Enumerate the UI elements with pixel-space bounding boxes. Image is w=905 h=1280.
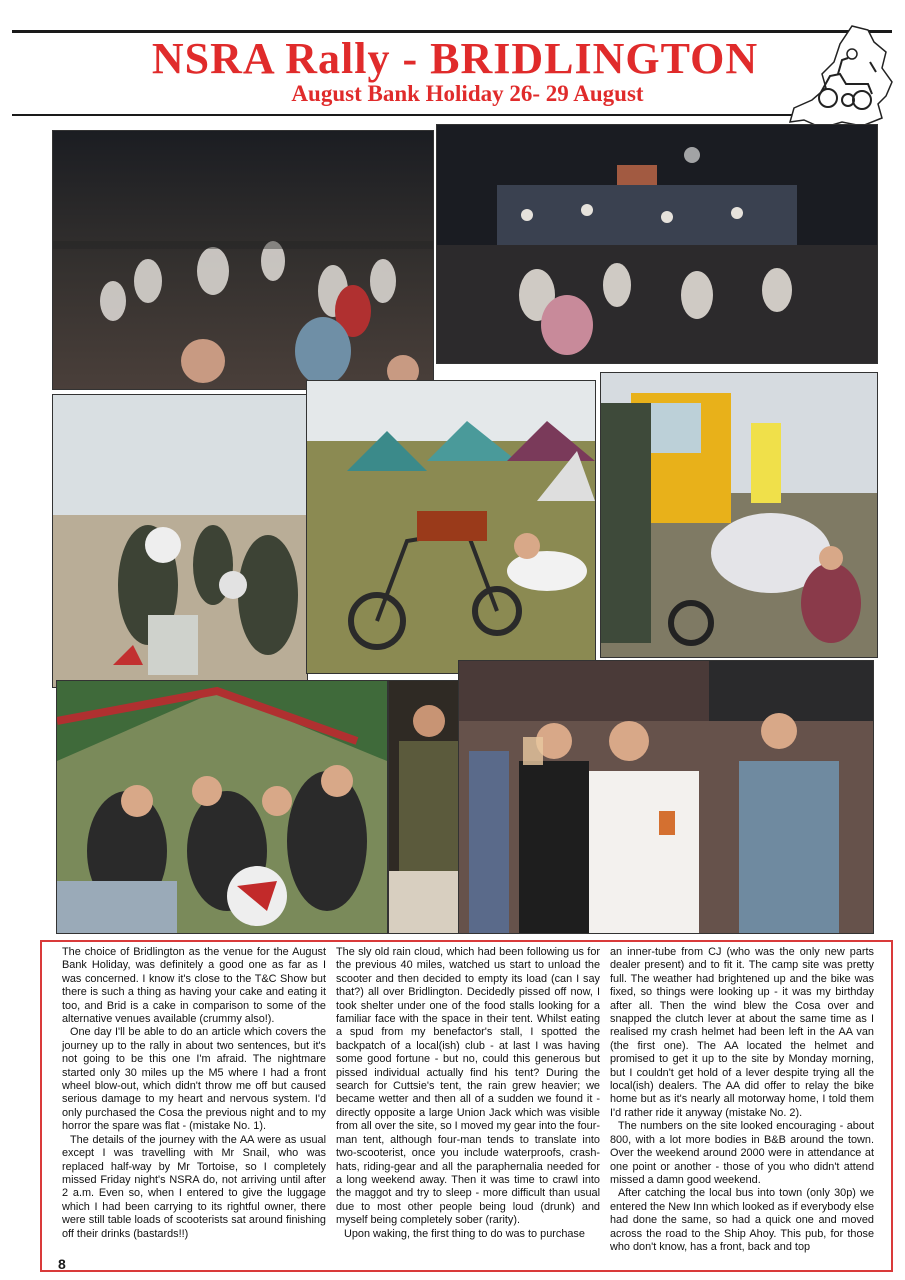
article-paragraph: One day I'll be able to do an article which covers the journey up to the rally in about two sentences, but it's not going to be this one I'm afraid. The nightmare started only 30 miles up the M5 where I had a front wheel blow-out, which didn't throw me off but caused serious damage to my heart and nervous system. I'd only purchased the Cosa the previous night and to my horror the spare was flat - (mistake No. 1).	[62, 1026, 326, 1133]
article-column-1	[62, 946, 326, 1241]
man-in-jacket-photo	[388, 680, 468, 934]
article-paragraph: The details of the journey with the AA were as usual except I was travelling with Mr Snail, who was replaced half-way by Mr Tortoise, so I completely missed Friday night's NSRA do, not arriving until after 2 a.m. Even so, when I entered to give the luggage which I had been carrying to its rightful owner, there were still table loads of scooterists sat around finishing off their drinks (bastards!!)	[62, 1133, 326, 1240]
bar-drinkers-photo	[458, 660, 874, 934]
article-paragraph: The numbers on the site looked encouraging - about 800, with a lot more bodies in B&B around the town. Over the weekend around 2000 were in attendance at one point or another - those of you who didn't attend missed a damn good weekend.	[610, 1120, 874, 1186]
page-number: 8	[58, 1256, 66, 1272]
page-title: NSRA Rally - BRIDLINGTON	[151, 34, 759, 83]
article-paragraph: Upon waking, the first thing to do was to purchase	[344, 1227, 585, 1240]
header-bottom-rule	[12, 114, 802, 116]
article-paragraph: an inner-tube from CJ (who was the only new parts dealer present) and to fit it. The camp site was pretty full. The weather had brightened up and the bike was fixed, so things were looking up - it was my birthday after all. Then the wind blew the Cosa over and snapped the clutch lever at about the same time as I realised my crash helmet had been left in the AA van (the first one). The AA located the helmet and promised to get it up to the site by Monday morning, but I couldn't get hold of a lever despite trying all the local(ish) dealers. The AA did offer to relay the bike home but as it's nearly all motorway home, I told them I'd rather ride it anyway (mistake No. 2).	[610, 946, 874, 1119]
band-on-stage-photo	[436, 124, 878, 364]
crowd-dance-floor-photo	[52, 130, 434, 390]
article-paragraph: The choice of Bridlington as the venue for the August Bank Holiday, was definitely a good one as far as I was concerned. I know it's close to the T&C Show but there is such a thing as having your cake and eating it too, and Brid is a cake in comparison to some of the alternative venues available (crummy also!).	[62, 946, 326, 1026]
article-paragraph: The sly old rain cloud, which had been following us for the previous 40 miles, watched us start to unload the scooter and then decided to empty its load (can I say that?) all over Bridlington. Decidedly pissed off now, I took shelter under one of the food stalls looking for a familiar face with the space in their tent. Whilst eating a spud from my benefactor's stall, I spotted the backpatch of a local(ish) club - at last I was having some good fortune - but no, could this generous but pissed individual actually find his tent? During the search for Cuttsie's tent, the rain grew heavier; we became wetter and then all of a sudden we found it - directly opposite a large Union Jack which was visible from all over the site, so I moved my gear into the four-man tent, although four-man tends to translate into two-scooterist, once you include waterproofs, crash-hats, riding-gear and all the paraphernalia needed for a long weekend away. Then it was time to crawl into the maggot and try to sleep - more difficult than usual due to most other people being loud (drunk) and myself being completely sober (rarity).	[336, 946, 600, 1227]
group-in-tent-photo	[56, 680, 388, 934]
aa-van-photo	[600, 372, 878, 658]
page-subtitle: August Bank Holiday 26- 29 August	[291, 81, 644, 106]
article-paragraph: After catching the local bus into town (only 30p) we entered the New Inn which looked as if everybody else had done the same, so had a quick one and moved across the road to the Ship Ahoy. This pub, for those who don't know, has a front, back and top	[610, 1187, 874, 1253]
article-column-2	[336, 946, 600, 1241]
chopper-scooter-campsite-photo	[306, 380, 596, 674]
scooter-riders-photo	[52, 394, 308, 688]
header-top-rule	[12, 30, 892, 33]
scooter-map-logo	[782, 22, 894, 132]
article-column-3	[610, 946, 874, 1254]
